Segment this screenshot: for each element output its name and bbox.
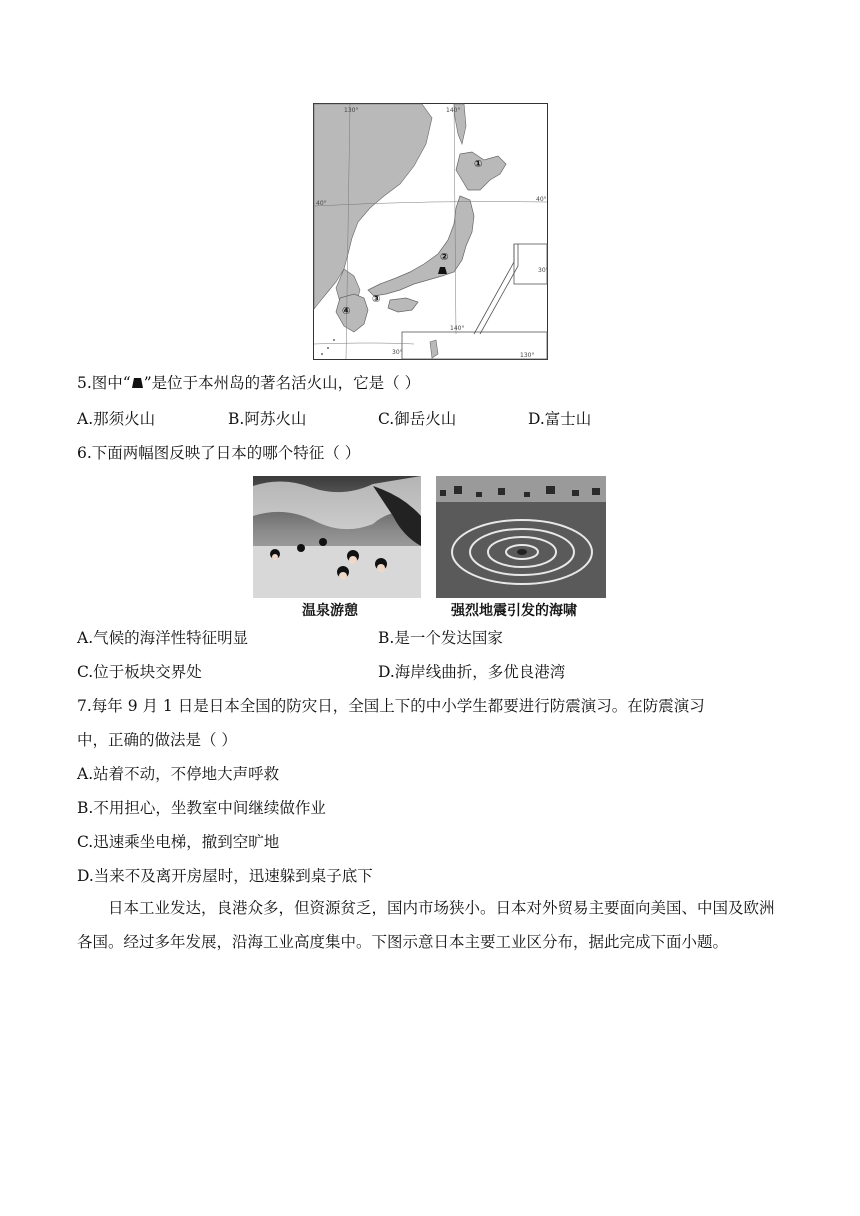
q7-option-b: B.不用担心，坐教室中间继续做作业	[77, 799, 326, 817]
q5-suffix: ”是位于本州岛的著名活火山，它是（ ）	[143, 374, 421, 392]
caption-hot-spring: 温泉游憩	[302, 603, 358, 619]
japan-map	[313, 103, 548, 360]
lat-label-30-inset: 30°	[538, 267, 549, 274]
lat-label-40-left: 40°	[316, 200, 327, 207]
lon-label-130-inset: 130°	[520, 352, 535, 359]
caption-tsunami: 强烈地震引发的海啸	[451, 603, 577, 619]
lat-label-40-right: 40°	[536, 196, 547, 203]
passage-text: 日本工业发达，良港众多，但资源贫乏，国内市场狭小。日本对外贸易主要面向美国、中国及欧洲各国。经过多年发展，沿海工业高度集中。下图示意日本主要工业区分布，据此完成下面小题。	[77, 899, 775, 951]
lon-label-140-top: 140°	[446, 107, 461, 114]
q6-option-d: D.海岸线曲折，多优良港湾	[378, 663, 566, 681]
q5-option-a: A.那须火山	[77, 410, 156, 428]
lon-label-130-top: 130°	[344, 107, 359, 114]
q6-option-c: C.位于板块交界处	[77, 663, 202, 681]
lon-label-140-bottom: 140°	[450, 325, 465, 332]
q5-prefix: 5.图中“	[77, 374, 131, 392]
marker-3: ③	[372, 294, 381, 305]
q7-option-a: A.站着不动，不停地大声呼救	[77, 765, 280, 783]
q7-stem-line2: 中，正确的做法是（ ）	[77, 731, 237, 749]
q5-option-b: B.阿苏火山	[228, 410, 307, 428]
q6-option-a: A.气候的海洋性特征明显	[77, 629, 249, 647]
q7-option-c: C.迅速乘坐电梯，撤到空旷地	[77, 833, 280, 851]
q7-option-d: D.当来不及离开房屋时，迅速躲到桌子底下	[77, 867, 373, 885]
q6-option-b: B.是一个发达国家	[378, 629, 503, 647]
marker-4: ④	[342, 306, 351, 317]
marker-1: ①	[474, 159, 483, 170]
q5-option-d: D.富士山	[528, 410, 592, 428]
q7-stem-line1: 7.每年 9 月 1 日是日本全国的防灾日，全国上下的中小学生都要进行防震演习。在防震演习	[77, 697, 705, 715]
q5-option-c: C.御岳火山	[378, 410, 457, 428]
japan-map-svg	[314, 104, 547, 359]
lat-label-30-bottom: 30°	[392, 349, 403, 356]
q6-stem: 6.下面两幅图反映了日本的哪个特征（ ）	[77, 444, 361, 462]
volcano-symbol-icon	[131, 377, 144, 389]
tsunami-photo	[436, 476, 606, 598]
hot-spring-photo	[253, 476, 421, 598]
q5-stem	[77, 373, 420, 393]
passage-paragraph	[77, 891, 787, 959]
marker-2: ②	[440, 252, 449, 263]
